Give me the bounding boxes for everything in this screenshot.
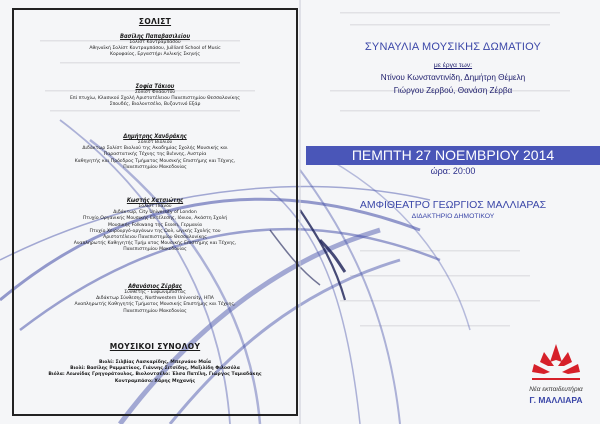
concert-time: ώρα: 20:00 [430, 166, 476, 176]
soloist-line: Αναπληρωτής Καθηγητής Τμήμ ατος Μουσικής Επιστήμης και Τέχνης, [73, 241, 237, 247]
soloist-block [14, 284, 296, 315]
soloist-block [14, 34, 296, 59]
soloist-block [14, 84, 296, 109]
soloist-line: Διδάκτωρ Σολίστ Βιολιού της Ακαδημίας Σχολής Μουσικής και [82, 146, 228, 152]
venue-name: ΑΜΦΙΘΕΑΤΡΟ ΓΕΩΡΓΙΟΣ ΜΑΛΛΙΑΡΑΣ [359, 199, 547, 211]
soloist-line: Πανεπιστημίου Μακεδονίας [123, 164, 187, 170]
soloist-line: Μουσικής Folkwang της Essen, Γερμανία [108, 222, 202, 228]
soloist-line: Αναπληρωτής Καθηγητής Τμήματος Μουσικής Επιστήμης και Τέχνης, [74, 302, 236, 308]
soloist-block [14, 134, 296, 171]
soloist-name: Βασίλης Παπαβασιλείου [120, 34, 190, 40]
soloist-line: Παραστατικής Τέχνης της Βιέννης, Αυστρία [103, 152, 207, 158]
soloist-block [14, 198, 296, 254]
soloist-name: Κωστής Χατσιώτης [126, 198, 184, 204]
soloist-line: Σολίστ Κοντραμπάσου [129, 40, 181, 45]
soloist-name: Σοφία Τάκιου [135, 84, 175, 90]
logo-text-top: Νέα εκπαιδευτήρια [529, 386, 583, 393]
soloist-name: Δημήτρης Χανδράκης [123, 134, 187, 140]
soloists-heading: ΣΟΛΙΣΤ [138, 17, 172, 26]
right-panel [306, 0, 600, 424]
school-logo [522, 340, 590, 410]
soloist-line: Επί πτυχίω, Κλασικού Σχολή Αριστοτέλειου Πανεπιστημίου Θεσσαλονίκης [70, 96, 240, 102]
flame-logo-icon [522, 340, 590, 384]
soloist-line: Διδάκτωρ Σύνθεσης, Northwestern University, ΗΠΑ [96, 296, 214, 302]
venue-subtitle: ΔΙΔΑΚΤΗΡΙΟ ΔΗΜΟΤΙΚΟΥ [411, 213, 495, 220]
composers-line: Γιώργου Ζερβού, Θανάση Ζέρβα [393, 86, 513, 95]
soloist-line: Συνθέτης - Ευφωνίμπιστας [124, 290, 186, 295]
concert-title: ΣΥΝΑΥΛΙΑ ΜΟΥΣΙΚΗΣ ΔΩΜΑΤΙΟΥ [364, 41, 542, 53]
soloist-line: Σπουδές, Βιολοντσέλο, Βυζαντινό Εξάρ [109, 102, 201, 108]
left-panel-frame [12, 8, 298, 416]
soloist-line: Αριστοτέλειου Πανεπιστημίου Θεσσαλονίκης [103, 235, 207, 241]
soloist-line: Αθηναϊκή Σολίστ Κοντραμπάσου, Juilliard School of Music [89, 46, 221, 52]
soloist-line: Πανεπιστημίου Μακεδονίας [123, 308, 187, 314]
soloist-line: Πτυχίο Χειρουργό-οργάνων της Ωολ, ωγικής Σχολής του [89, 228, 221, 234]
logo-text-bottom: Γ. ΜΑΛΛΙΑΡΑ [529, 395, 583, 405]
ensemble-line: Βιολί: Βασίλης Ραμματίκος, Γιάννης Σιτσίδης, Μαξιλίδη Φιλοσόλα [70, 366, 240, 372]
soloist-line: Καθηγητής και Πρόεδρος Τμήματος Μουσικής Επιστήμης και Τέχνης, [74, 158, 236, 164]
soloist-line: Κορυφαίος, Εργαστήρι Αυλικής Σκηνής [109, 52, 201, 58]
works-by-label: με έργα των: [433, 62, 473, 69]
ensemble-heading: ΜΟΥΣΙΚΟΙ ΣΥΝΟΛΟΥ [109, 342, 201, 351]
soloist-line: Σολίστ Βιολιού [137, 140, 173, 145]
soloist-line: Σολίστ Πιάνου [138, 204, 172, 209]
ensemble-list [14, 360, 296, 385]
ensemble-line: Βιόλα: Λεωνίδας Γρηγοράτουλος, Βιολοντσέλο: Έλσα Πατέλη, Γιώργος Ταμιαδάκης [48, 372, 262, 378]
soloist-line: Πανεπιστημίου Μακεδονίας [123, 247, 187, 253]
composers-line: Ντίνου Κωνσταντινίδη, Δημήτρη Θέμελη [380, 73, 526, 82]
ensemble-line: Βιολί: Σιλβίας Λασκαρίδης, Μπερνάου Μαΐα [98, 360, 212, 365]
soloist-line: Σολίστ Φλάουτου [134, 90, 176, 95]
soloist-line: Πτυχίο Οργανικής Μουσικής Εκτέλεσης, Ιόνιου, Ακάστη Σχολή [82, 216, 228, 222]
soloist-name: Αθανάσιος Ζέρβας [128, 284, 182, 290]
soloist-line: Διδάκτωρ, City University of London [113, 210, 197, 216]
ensemble-line: Κοντραμπάσο: Χάρης Μηχανής [114, 378, 196, 384]
concert-date: ΠΕΜΠΤΗ 27 ΝΟΕΜΒΡΙΟΥ 2014 [351, 147, 555, 163]
